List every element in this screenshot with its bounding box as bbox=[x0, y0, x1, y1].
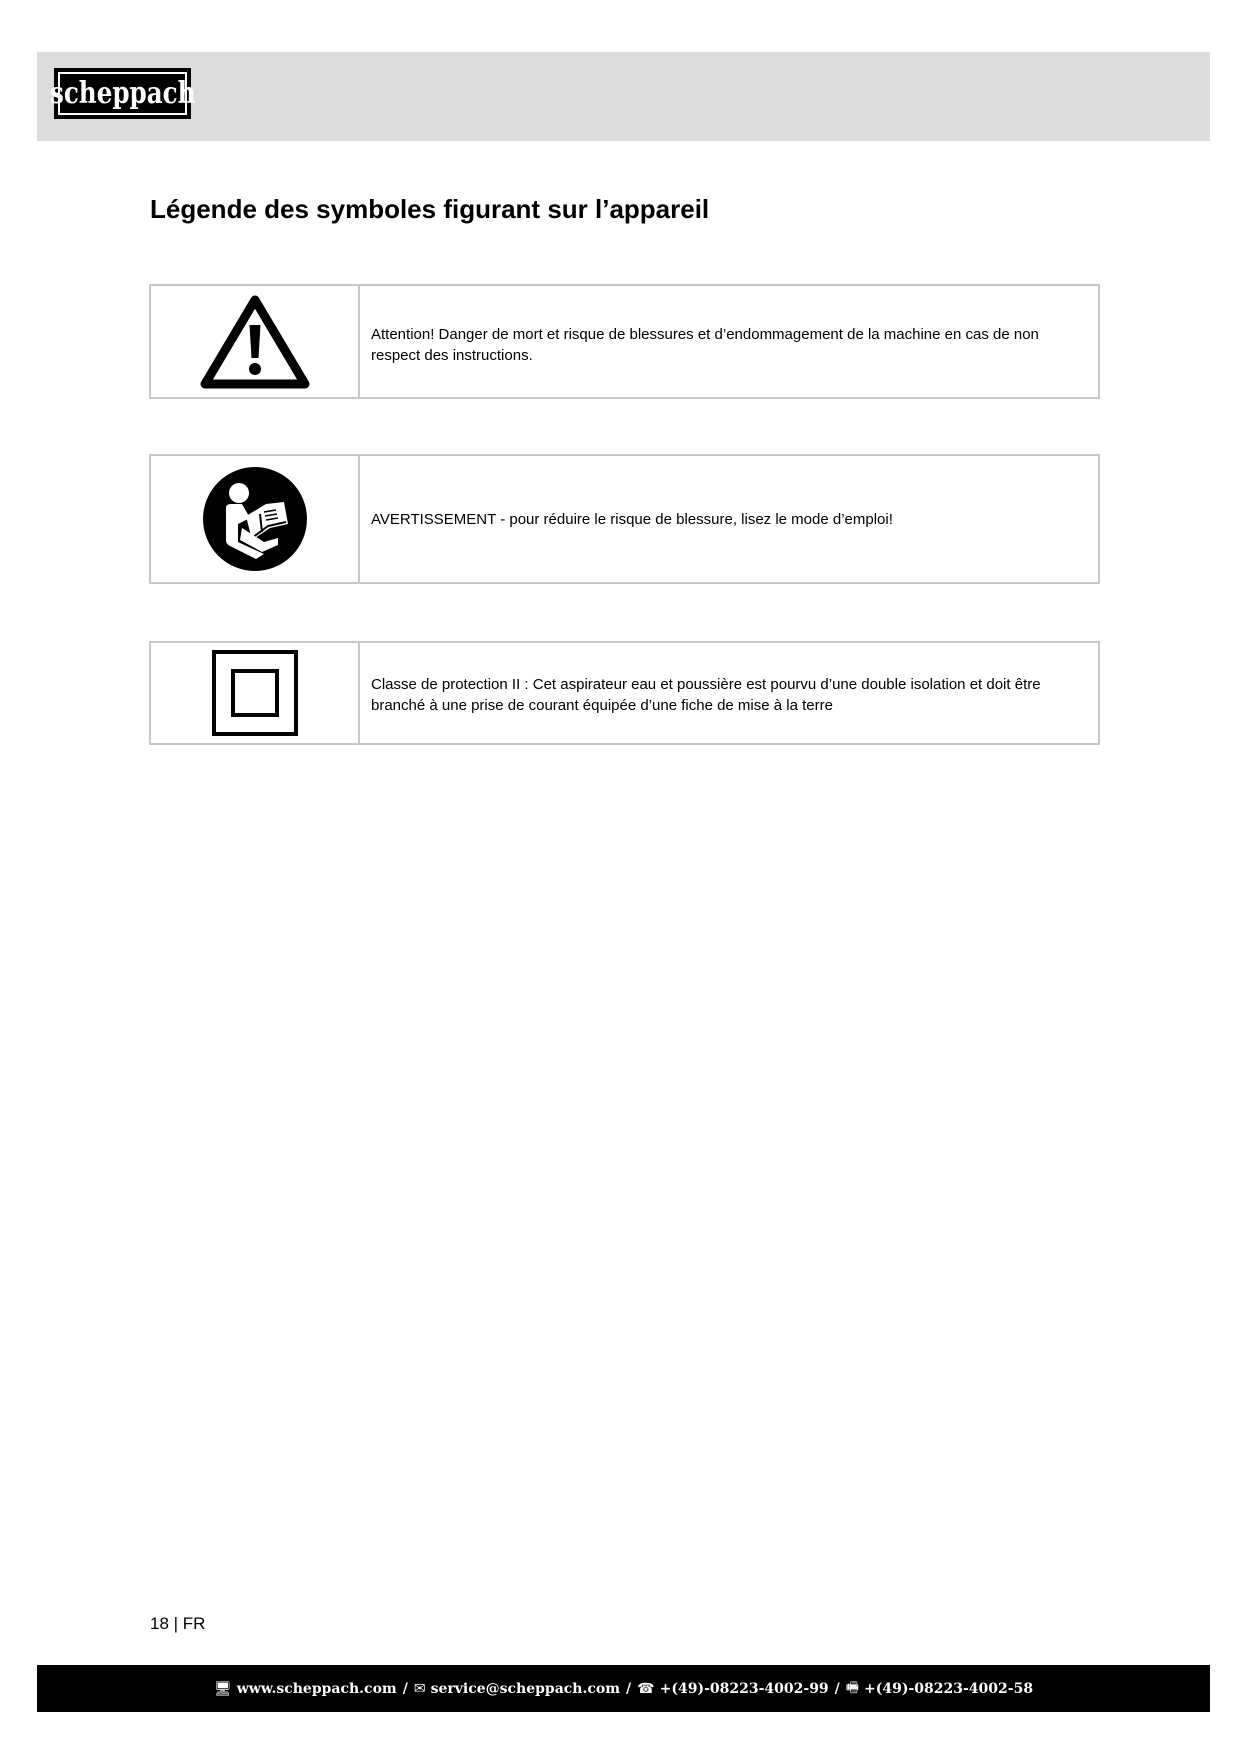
email-icon: ✉ bbox=[413, 1680, 426, 1697]
footer-website[interactable]: www.scheppach.com bbox=[236, 1680, 397, 1697]
symbol-description bbox=[360, 643, 1098, 743]
symbol-description-text: Attention! Danger de mort et risque de blessures et d’endommagement de la machine en cas de non respect des instructions. bbox=[371, 326, 1039, 364]
page-title: Légende des symboles figurant sur l’appareil bbox=[150, 194, 710, 224]
symbol-row-protection-class bbox=[149, 641, 1100, 745]
protection-class-ii-icon bbox=[211, 649, 299, 737]
symbol-description bbox=[360, 286, 1098, 397]
footer-separator: / bbox=[626, 1680, 632, 1697]
footer-phone: +(49)-08223-4002-99 bbox=[659, 1680, 829, 1697]
footer-band bbox=[37, 1665, 1210, 1712]
footer-separator: / bbox=[834, 1680, 840, 1697]
symbol-row-warning bbox=[149, 284, 1100, 399]
warning-triangle-icon bbox=[199, 294, 311, 390]
symbol-description bbox=[360, 456, 1098, 582]
read-manual-icon bbox=[202, 466, 308, 572]
symbol-cell bbox=[151, 456, 360, 582]
symbol-row-read-manual bbox=[149, 454, 1100, 584]
fax-icon: 🖷 bbox=[845, 1679, 860, 1696]
footer-fax: +(49)-08223-4002-58 bbox=[864, 1680, 1034, 1697]
phone-icon: ☎ bbox=[637, 1680, 655, 1697]
logo-text: scheppach bbox=[49, 75, 196, 111]
header-band bbox=[37, 52, 1210, 141]
computer-icon: 🖥 bbox=[213, 1680, 232, 1697]
footer-separator: / bbox=[402, 1680, 408, 1697]
page-number: 18 | FR bbox=[150, 1614, 206, 1633]
scheppach-logo bbox=[49, 68, 196, 119]
footer-email[interactable]: service@scheppach.com bbox=[430, 1680, 621, 1697]
symbol-cell bbox=[151, 286, 360, 397]
symbol-description-text: Classe de protection II : Cet aspirateur eau et poussière est pourvu d’une double isolation et doit être branché à une prise de courant équipée d’une fiche de mise à la terre bbox=[371, 676, 1041, 714]
symbol-cell bbox=[151, 643, 360, 743]
symbol-description-text: AVERTISSEMENT - pour réduire le risque de blessure, lisez le mode d’emploi! bbox=[371, 511, 893, 528]
